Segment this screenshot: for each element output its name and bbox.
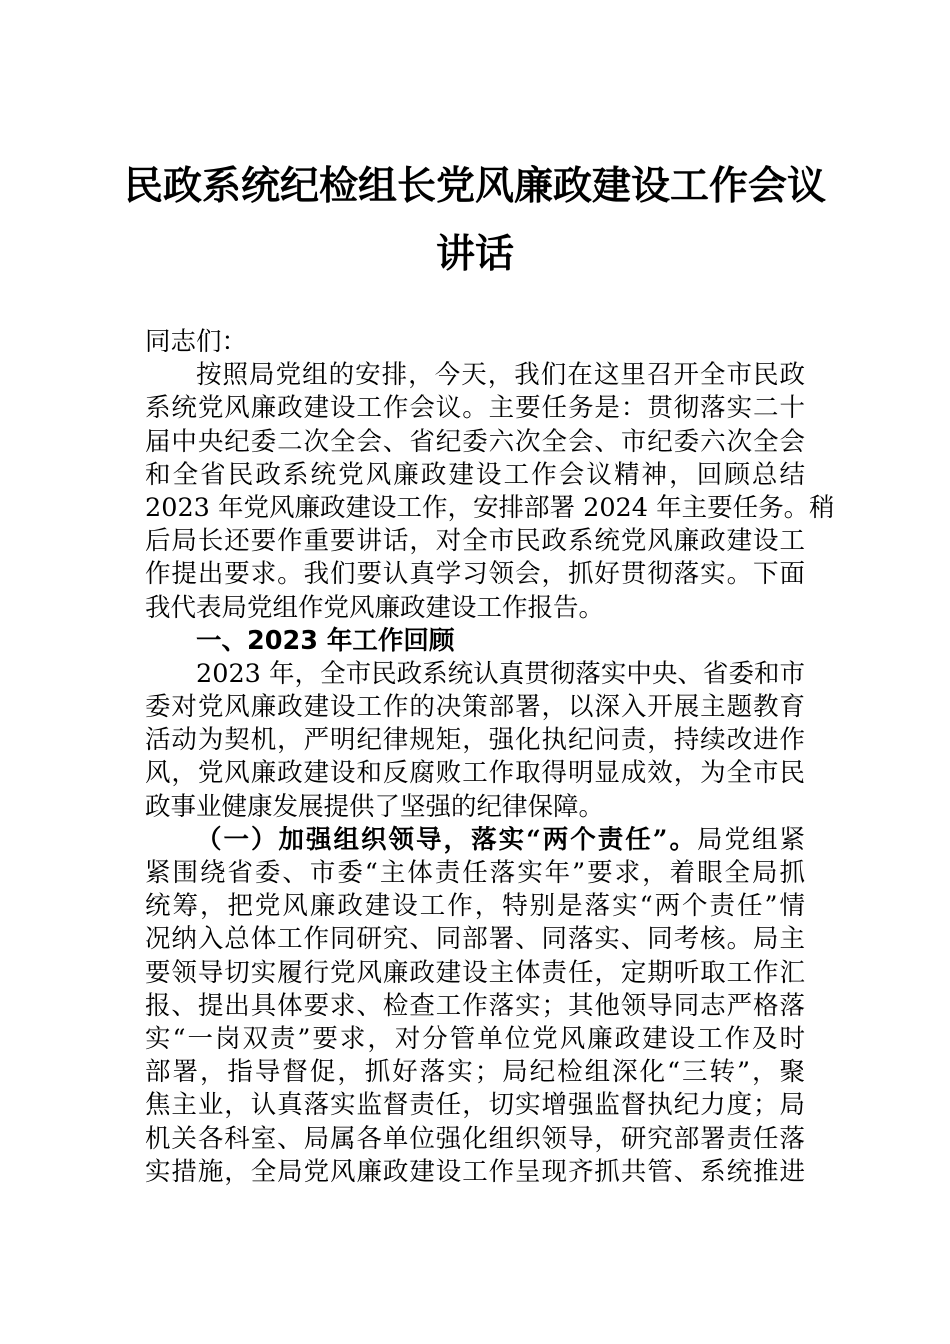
paragraph-line: 系统党风廉政建设工作会议。主要任务是：贯彻落实二十 [145, 393, 805, 424]
paragraph-line: 届中央纪委二次全会、省纪委六次全会、市纪委六次全会 [145, 426, 805, 457]
subsection-heading: （一）加强组织领导，落实“两个责任”。 [196, 824, 697, 855]
paragraph-line: 委对党风廉政建设工作的决策部署，以深入开展主题教育 [145, 692, 805, 723]
paragraph-line: 机关各科室、局属各单位强化组织领导，研究部署责任落 [145, 1123, 805, 1154]
paragraph-line: 实“一岗双责”要求，对分管单位党风廉政建设工作及时 [145, 1023, 805, 1054]
paragraph-text: 局党组紧 [696, 824, 805, 855]
document-title-line-1: 民政系统纪检组长党风廉政建设工作会议 [123, 163, 826, 209]
paragraph-line: 紧围绕省委、市委“主体责任落实年”要求，着眼全局抓 [145, 858, 805, 888]
paragraph-review [145, 658, 805, 824]
paragraph-line: 要领导切实履行党风廉政建设主体责任，定期听取工作汇 [145, 957, 805, 988]
paragraph-line: 报、提出具体要求、检查工作落实；其他领导同志严格落 [145, 990, 805, 1021]
paragraph-line: 后局长还要作重要讲话，对全市民政系统党风廉政建设工 [145, 526, 805, 557]
paragraph-line: 按照局党组的安排，今天，我们在这里召开全市民政 [196, 360, 805, 391]
paragraph-line: 我代表局党组作党风廉政建设工作报告。 [145, 592, 605, 623]
paragraph-line: 部署，指导督促，抓好落实；局纪检组深化“三转”，聚 [145, 1057, 805, 1088]
paragraph-line: 2023 年党风廉政建设工作，安排部署 2024 年主要任务。稍 [145, 492, 835, 523]
paragraph-intro [145, 359, 835, 625]
paragraph-line: 统筹，把党风廉政建设工作，特别是落实“两个责任”情 [145, 891, 805, 922]
paragraph-line [145, 824, 805, 857]
paragraph-line: 实措施，全局党风廉政建设工作呈现齐抓共管、系统推进 [145, 1156, 805, 1187]
paragraph-line: 作提出要求。我们要认真学习领会，抓好贯彻落实。下面 [145, 559, 805, 590]
paragraph-organization [145, 824, 805, 1189]
paragraph-line: 和全省民政系统党风廉政建设工作会议精神，回顾总结 [145, 459, 805, 490]
salutation: 同志们： [145, 327, 248, 357]
paragraph-line: 焦主业，认真落实监督责任，切实增强监督执纪力度；局 [145, 1090, 805, 1121]
paragraph-line: 政事业健康发展提供了坚强的纪律保障。 [145, 791, 605, 822]
section-heading: 一、2023 年工作回顾 [196, 625, 455, 656]
paragraph-line: 况纳入总体工作同研究、同部署、同落实、同考核。局主 [145, 924, 805, 955]
document-title-line-2: 讲话 [435, 231, 514, 277]
paragraph-line: 活动为契机，严明纪律规矩，强化执纪问责，持续改进作 [145, 725, 805, 756]
paragraph-line: 风，党风廉政建设和反腐败工作取得明显成效，为全市民 [145, 758, 805, 789]
paragraph-line: 2023 年，全市民政系统认真贯彻落实中央、省委和市 [196, 658, 805, 689]
document-body [145, 326, 835, 1189]
